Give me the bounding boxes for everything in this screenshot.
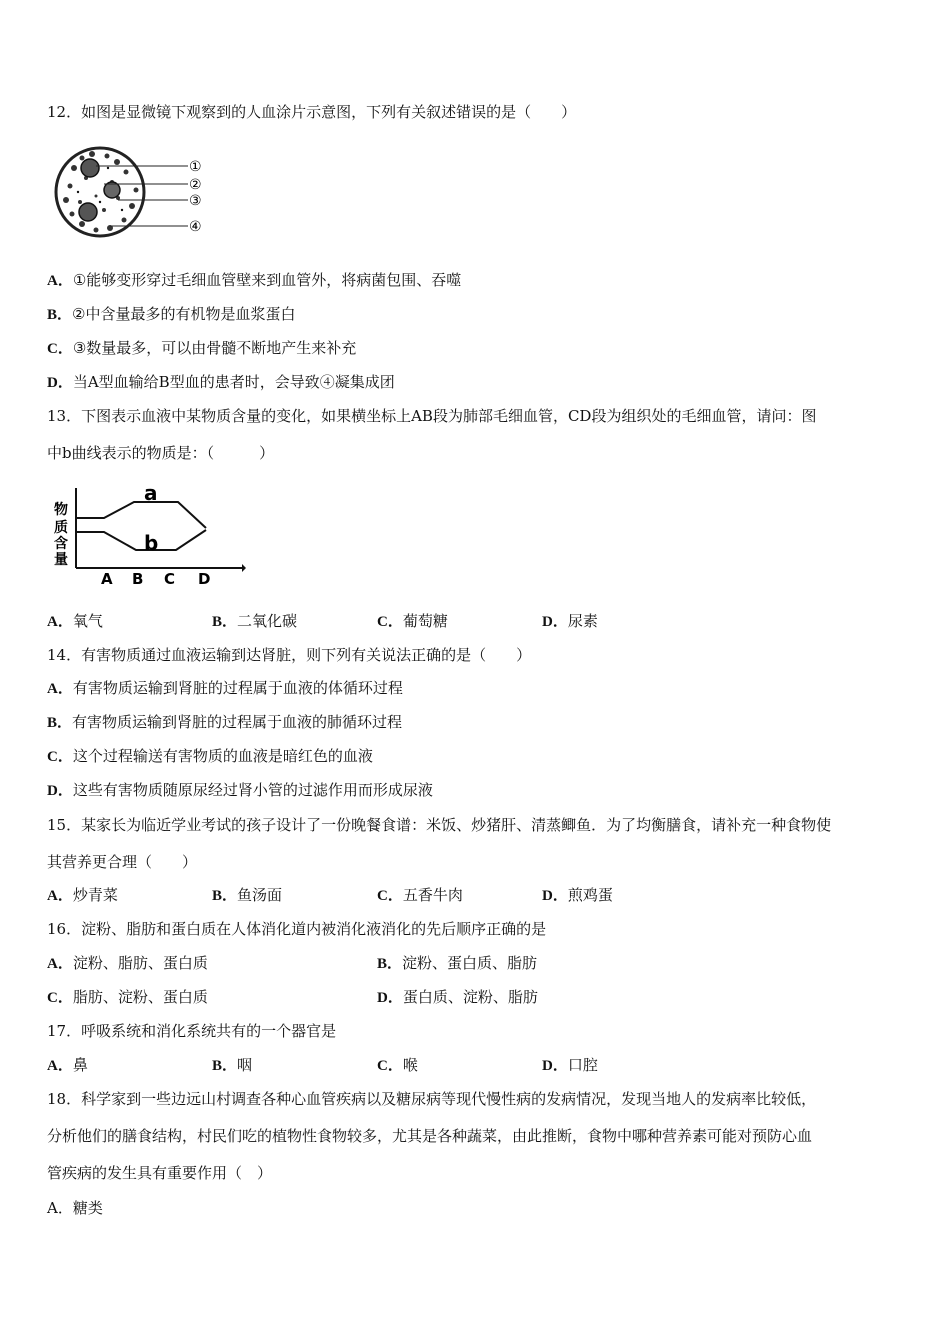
q12-option-d: D．当A型血输给B型血的患者时，会导致④凝集成团 (47, 373, 395, 391)
ylabel-char-4: 量 (54, 552, 68, 568)
xtick-d: D (198, 570, 211, 588)
ylabel-char-3: 含 (54, 536, 68, 552)
xtick-b: B (132, 570, 144, 588)
figure-label-2: ② (189, 177, 202, 193)
xtick-a: A (101, 570, 113, 588)
curve-a-label: a (144, 484, 158, 505)
substance-content-chart (46, 484, 246, 590)
q15-stem-line1: 15．某家长为临近学业考试的孩子设计了一份晚餐食谱：米饭、炒猪肝、清蒸鲫鱼．为了均衡膳食，请补充一种食物使 (47, 816, 832, 834)
q12-option-a: A．①能够变形穿过毛细血管壁来到血管外，将病菌包围、吞噬 (47, 271, 462, 289)
q16-option-c: C．脂肪、淀粉、蛋白质 (47, 988, 208, 1006)
q13-stem-line1: 13．下图表示血液中某物质含量的变化，如果横坐标上AB段为肺部毛细血管，CD段为组织处的毛细血管，请问：图 (47, 407, 817, 425)
curve-b-label: b (144, 531, 159, 555)
q15-option-c: C．五香牛肉 (377, 886, 463, 904)
q12-option-b: B．②中含量最多的有机物是血浆蛋白 (47, 305, 296, 323)
ylabel-char-2: 质 (54, 520, 68, 536)
q15-stem-line2: 其营养更合理（ ） (47, 853, 198, 871)
q15-option-b: B．鱼汤面 (212, 886, 283, 904)
q17-option-d: D．口腔 (542, 1056, 598, 1074)
q13-option-a: A．氧气 (47, 612, 103, 630)
q16-stem: 16．淀粉、脂肪和蛋白质在人体消化道内被消化液消化的先后顺序正确的是 (47, 920, 547, 938)
q12-stem: 12．如图是显微镜下观察到的人血涂片示意图，下列有关叙述错误的是（ ） (47, 103, 577, 121)
q18-stem-line3: 管疾病的发生具有重要作用（ ） (47, 1164, 273, 1182)
q12-option-c: C．③数量最多，可以由骨髓不断地产生来补充 (47, 339, 357, 357)
figure-label-1: ① (189, 159, 202, 175)
q16-option-d: D．蛋白质、淀粉、脂肪 (377, 988, 538, 1006)
q15-option-a: A．炒青菜 (47, 886, 118, 904)
q17-option-c: C．喉 (377, 1056, 418, 1074)
blood-smear-figure (52, 138, 212, 248)
q14-option-a: A．有害物质运输到肾脏的过程属于血液的体循环过程 (47, 679, 403, 697)
q14-option-c: C．这个过程输送有害物质的血液是暗红色的血液 (47, 747, 373, 765)
ylabel-char-1: 物 (54, 502, 68, 518)
q14-option-b: B．有害物质运输到肾脏的过程属于血液的肺循环过程 (47, 713, 403, 731)
q13-option-b: B．二氧化碳 (212, 612, 298, 630)
q17-option-b: B．咽 (212, 1056, 253, 1074)
figure-label-3: ③ (189, 193, 202, 209)
q16-option-a: A．淀粉、脂肪、蛋白质 (47, 954, 208, 972)
q13-option-c: C．葡萄糖 (377, 612, 448, 630)
q18-stem-line2: 分析他们的膳食结构，村民们吃的植物性食物较多，尤其是各种蔬菜，由此推断，食物中哪种营养素可能对预防心血 (47, 1127, 813, 1145)
q17-option-a: A．鼻 (47, 1056, 88, 1074)
q13-stem-line2: 中b曲线表示的物质是：（ ） (47, 444, 275, 462)
q13-option-d: D．尿素 (542, 612, 598, 630)
q15-option-d: D．煎鸡蛋 (542, 886, 613, 904)
q18-option-a: A．糖类 (47, 1199, 103, 1217)
xtick-c: C (164, 570, 176, 588)
q14-stem: 14．有害物质通过血液运输到达肾脏，则下列有关说法正确的是（ ） (47, 646, 532, 664)
q14-option-d: D．这些有害物质随原尿经过肾小管的过滤作用而形成尿液 (47, 781, 433, 799)
q16-option-b: B．淀粉、蛋白质、脂肪 (377, 954, 538, 972)
q17-stem: 17．呼吸系统和消化系统共有的一个器官是 (47, 1022, 337, 1040)
q18-stem-line1: 18．科学家到一些边远山村调查各种心血管疾病以及糖尿病等现代慢性病的发病情况，发现当地人的发病率比较低， (47, 1090, 817, 1108)
figure-label-4: ④ (189, 219, 202, 235)
